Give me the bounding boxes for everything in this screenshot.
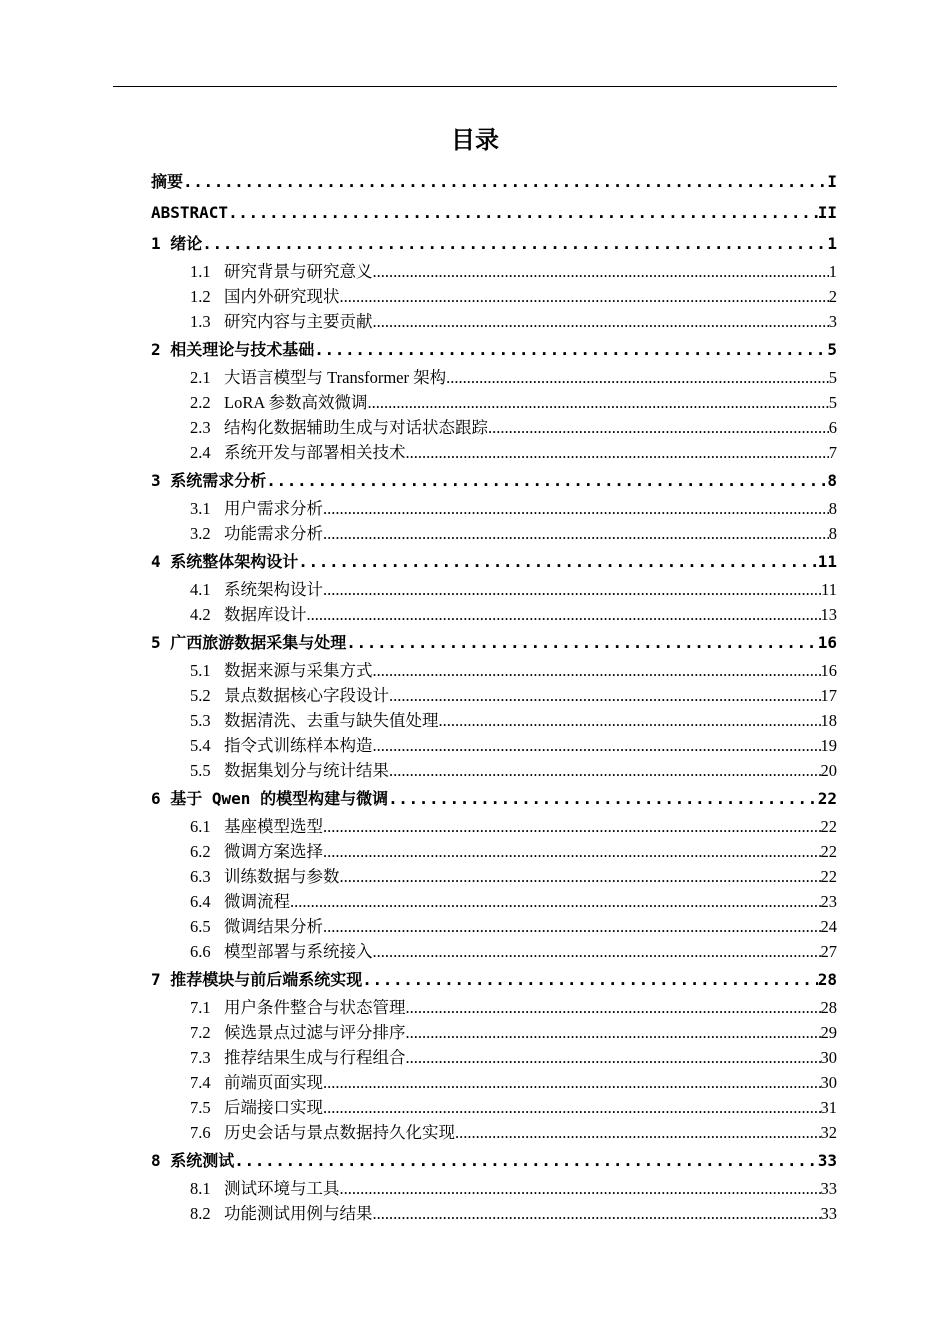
section-number: 6.5	[190, 917, 211, 936]
toc-section-entry[interactable]	[151, 309, 837, 334]
toc-section-entry[interactable]	[151, 390, 837, 415]
chapter-page-number: I	[827, 172, 837, 191]
toc-chapter-entry[interactable]	[151, 466, 837, 496]
dot-leader	[373, 658, 821, 683]
section-page-number: 5	[828, 368, 837, 387]
toc-chapter-entry[interactable]	[151, 1146, 837, 1176]
dot-leader	[202, 229, 827, 259]
section-title: 微调结果分析	[224, 917, 323, 936]
toc-section-entry[interactable]	[151, 708, 837, 733]
section-label	[190, 708, 439, 733]
dot-leader	[373, 1201, 821, 1226]
toc-section-entry[interactable]	[151, 577, 837, 602]
chapter-page-number: 11	[817, 552, 837, 571]
section-label	[190, 864, 340, 889]
chapter-page-number: 8	[827, 471, 837, 490]
section-title: 微调流程	[224, 892, 290, 911]
toc-section-entry[interactable]	[151, 1045, 837, 1070]
dot-leader	[323, 839, 821, 864]
section-title: 景点数据核心字段设计	[224, 686, 389, 705]
section-label	[190, 309, 373, 334]
section-title: 数据来源与采集方式	[224, 661, 373, 680]
page-title: 目录	[451, 126, 499, 154]
section-label	[190, 889, 290, 914]
section-title: 候选景点过滤与评分排序	[224, 1023, 406, 1042]
section-number: 5.4	[190, 736, 211, 755]
chapter-title: 7 推荐模块与前后端系统实现	[151, 970, 363, 989]
section-title: 结构化数据辅助生成与对话状态跟踪	[224, 418, 488, 437]
toc-section-entry[interactable]	[151, 496, 837, 521]
section-label	[190, 1020, 406, 1045]
section-title: 用户条件整合与状态管理	[224, 998, 406, 1017]
section-number: 6.1	[190, 817, 211, 836]
section-number: 7.3	[190, 1048, 211, 1067]
dot-leader	[389, 683, 821, 708]
toc-chapter-entry[interactable]	[151, 547, 837, 577]
toc-chapter-entry[interactable]	[151, 229, 837, 259]
section-page-number: 17	[820, 686, 837, 705]
section-page-number: 8	[828, 524, 837, 543]
chapter-page-number: 33	[817, 1151, 837, 1170]
chapter-title: 1 绪论	[151, 234, 203, 253]
section-label	[190, 1176, 340, 1201]
toc-chapter-entry[interactable]	[151, 167, 837, 197]
toc-section-entry[interactable]	[151, 284, 837, 309]
section-page-number: 30	[820, 1073, 837, 1092]
section-title: 数据集划分与统计结果	[224, 761, 389, 780]
section-title: 数据库设计	[224, 605, 307, 624]
toc-section-entry[interactable]	[151, 864, 837, 889]
dot-leader	[323, 496, 829, 521]
toc-section-entry[interactable]	[151, 995, 837, 1020]
toc-section-entry[interactable]	[151, 1020, 837, 1045]
section-page-number: 3	[828, 312, 837, 331]
dot-leader	[488, 415, 829, 440]
section-page-number: 1	[828, 262, 837, 281]
toc-section-entry[interactable]	[151, 939, 837, 964]
dot-leader	[340, 1176, 821, 1201]
section-page-number: 11	[821, 580, 837, 599]
section-number: 5.5	[190, 761, 211, 780]
section-number: 4.1	[190, 580, 211, 599]
dot-leader	[388, 784, 818, 814]
section-label	[190, 939, 373, 964]
toc-section-entry[interactable]	[151, 1120, 837, 1145]
section-number: 2.3	[190, 418, 211, 437]
dot-leader	[367, 390, 828, 415]
chapter-page-number: 22	[817, 789, 837, 808]
section-page-number: 22	[820, 842, 837, 861]
table-of-contents	[151, 166, 837, 1226]
dot-leader	[314, 335, 827, 365]
toc-section-entry[interactable]	[151, 259, 837, 284]
section-label	[190, 1095, 323, 1120]
section-label	[190, 1070, 323, 1095]
section-number: 7.5	[190, 1098, 211, 1117]
toc-section-entry[interactable]	[151, 683, 837, 708]
section-label	[190, 914, 323, 939]
chapter-page-number: 1	[827, 234, 837, 253]
section-number: 3.2	[190, 524, 211, 543]
toc-section-entry[interactable]	[151, 814, 837, 839]
section-number: 8.1	[190, 1179, 211, 1198]
toc-section-entry[interactable]	[151, 658, 837, 683]
section-label	[190, 390, 367, 415]
dot-leader	[340, 864, 821, 889]
section-title: 研究内容与主要贡献	[224, 312, 373, 331]
dot-leader	[266, 466, 827, 496]
section-number: 7.1	[190, 998, 211, 1017]
toc-section-entry[interactable]	[151, 758, 837, 783]
dot-leader	[234, 1146, 817, 1176]
section-label	[190, 577, 323, 602]
section-page-number: 33	[820, 1179, 837, 1198]
toc-section-entry[interactable]	[151, 521, 837, 546]
section-label	[190, 1120, 455, 1145]
toc-section-entry[interactable]	[151, 733, 837, 758]
toc-section-entry[interactable]	[151, 1176, 837, 1201]
chapter-page-number: 16	[817, 633, 837, 652]
section-number: 6.3	[190, 867, 211, 886]
section-title: 大语言模型与 Transformer 架构	[224, 368, 447, 387]
section-title: 基座模型选型	[224, 817, 323, 836]
section-number: 6.4	[190, 892, 211, 911]
dot-leader	[455, 1120, 821, 1145]
section-page-number: 27	[820, 942, 837, 961]
section-label	[190, 733, 373, 758]
dot-leader	[373, 309, 829, 334]
section-number: 7.4	[190, 1073, 211, 1092]
toc-chapter-entry[interactable]	[151, 784, 837, 814]
dot-leader	[183, 167, 827, 197]
section-page-number: 22	[820, 867, 837, 886]
section-page-number: 2	[828, 287, 837, 306]
section-label	[190, 1045, 406, 1070]
section-title: 前端页面实现	[224, 1073, 323, 1092]
section-page-number: 30	[820, 1048, 837, 1067]
section-number: 4.2	[190, 605, 211, 624]
section-label	[190, 521, 323, 546]
chapter-title: ABSTRACT	[151, 203, 229, 222]
section-number: 3.1	[190, 499, 211, 518]
section-number: 2.2	[190, 393, 211, 412]
section-title: 功能需求分析	[224, 524, 323, 543]
chapter-title: 5 广西旅游数据采集与处理	[151, 633, 347, 652]
section-number: 2.1	[190, 368, 211, 387]
section-label	[190, 496, 323, 521]
section-page-number: 20	[820, 761, 837, 780]
section-title: 模型部署与系统接入	[224, 942, 373, 961]
section-label	[190, 758, 389, 783]
dot-leader	[446, 365, 829, 390]
chapter-title: 6 基于 Qwen 的模型构建与微调	[151, 789, 389, 808]
dot-leader	[373, 259, 829, 284]
chapter-title: 4 系统整体架构设计	[151, 552, 299, 571]
section-title: 系统开发与部署相关技术	[224, 443, 406, 462]
toc-section-entry[interactable]	[151, 889, 837, 914]
dot-leader	[439, 708, 821, 733]
dot-leader	[406, 1045, 821, 1070]
section-page-number: 8	[828, 499, 837, 518]
toc-section-entry[interactable]	[151, 365, 837, 390]
section-number: 6.6	[190, 942, 211, 961]
chapter-page-number: 28	[817, 970, 837, 989]
section-number: 1.2	[190, 287, 211, 306]
dot-leader	[298, 547, 817, 577]
section-page-number: 22	[820, 817, 837, 836]
toc-chapter-entry[interactable]	[151, 965, 837, 995]
section-title: 历史会话与景点数据持久化实现	[224, 1123, 455, 1142]
section-title: 国内外研究现状	[224, 287, 340, 306]
section-number: 7.6	[190, 1123, 211, 1142]
dot-leader	[228, 198, 818, 228]
section-number: 5.3	[190, 711, 211, 730]
section-number: 6.2	[190, 842, 211, 861]
section-title: 测试环境与工具	[224, 1179, 340, 1198]
dot-leader	[323, 1070, 821, 1095]
section-label	[190, 683, 389, 708]
toc-section-entry[interactable]	[151, 839, 837, 864]
toc-section-entry[interactable]	[151, 602, 837, 627]
section-label	[190, 259, 373, 284]
section-label	[190, 658, 373, 683]
section-number: 1.3	[190, 312, 211, 331]
dot-leader	[323, 814, 821, 839]
section-title: 系统架构设计	[224, 580, 323, 599]
section-number: 1.1	[190, 262, 211, 281]
toc-section-entry[interactable]	[151, 914, 837, 939]
dot-leader	[406, 1020, 821, 1045]
toc-section-entry[interactable]	[151, 1095, 837, 1120]
section-label	[190, 814, 323, 839]
section-label	[190, 839, 323, 864]
dot-leader	[389, 758, 821, 783]
chapter-title: 摘要	[151, 172, 184, 191]
dot-leader	[340, 284, 829, 309]
section-page-number: 31	[820, 1098, 837, 1117]
toc-section-entry[interactable]	[151, 440, 837, 465]
dot-leader	[323, 1095, 821, 1120]
section-page-number: 29	[820, 1023, 837, 1042]
section-page-number: 6	[828, 418, 837, 437]
toc-chapter-entry[interactable]	[151, 335, 837, 365]
header-rule	[113, 86, 837, 87]
toc-chapter-entry[interactable]	[151, 628, 837, 658]
dot-leader	[290, 889, 821, 914]
section-page-number: 23	[820, 892, 837, 911]
section-label	[190, 365, 446, 390]
section-number: 2.4	[190, 443, 211, 462]
section-title: 推荐结果生成与行程组合	[224, 1048, 406, 1067]
section-label	[190, 415, 488, 440]
section-page-number: 16	[820, 661, 837, 680]
dot-leader	[406, 440, 829, 465]
dot-leader	[307, 602, 821, 627]
dot-leader	[323, 914, 821, 939]
section-page-number: 7	[828, 443, 837, 462]
toc-section-entry[interactable]	[151, 1201, 837, 1226]
toc-section-entry[interactable]	[151, 415, 837, 440]
toc-chapter-entry[interactable]	[151, 198, 837, 228]
chapter-title: 2 相关理论与技术基础	[151, 340, 315, 359]
dot-leader	[406, 995, 821, 1020]
section-label	[190, 1201, 373, 1226]
dot-leader	[373, 939, 821, 964]
chapter-title: 8 系统测试	[151, 1151, 235, 1170]
section-title: LoRA 参数高效微调	[224, 393, 368, 412]
section-number: 5.2	[190, 686, 211, 705]
section-page-number: 19	[820, 736, 837, 755]
section-number: 7.2	[190, 1023, 211, 1042]
section-label	[190, 284, 340, 309]
toc-section-entry[interactable]	[151, 1070, 837, 1095]
dot-leader	[362, 965, 817, 995]
section-label	[190, 602, 307, 627]
section-title: 训练数据与参数	[224, 867, 340, 886]
section-page-number: 28	[820, 998, 837, 1017]
chapter-page-number: II	[817, 203, 837, 222]
section-page-number: 32	[820, 1123, 837, 1142]
dot-leader	[346, 628, 817, 658]
section-page-number: 5	[828, 393, 837, 412]
section-title: 功能测试用例与结果	[224, 1204, 373, 1223]
section-page-number: 24	[820, 917, 837, 936]
section-number: 5.1	[190, 661, 211, 680]
dot-leader	[373, 733, 821, 758]
section-title: 后端接口实现	[224, 1098, 323, 1117]
dot-leader	[323, 521, 829, 546]
section-title: 指令式训练样本构造	[224, 736, 373, 755]
section-page-number: 33	[820, 1204, 837, 1223]
section-number: 8.2	[190, 1204, 211, 1223]
chapter-page-number: 5	[827, 340, 837, 359]
section-label	[190, 440, 406, 465]
section-title: 微调方案选择	[224, 842, 323, 861]
section-title: 用户需求分析	[224, 499, 323, 518]
dot-leader	[323, 577, 821, 602]
chapter-title: 3 系统需求分析	[151, 471, 267, 490]
section-page-number: 18	[820, 711, 837, 730]
section-title: 研究背景与研究意义	[224, 262, 373, 281]
section-label	[190, 995, 406, 1020]
section-title: 数据清洗、去重与缺失值处理	[224, 711, 439, 730]
section-page-number: 13	[820, 605, 837, 624]
